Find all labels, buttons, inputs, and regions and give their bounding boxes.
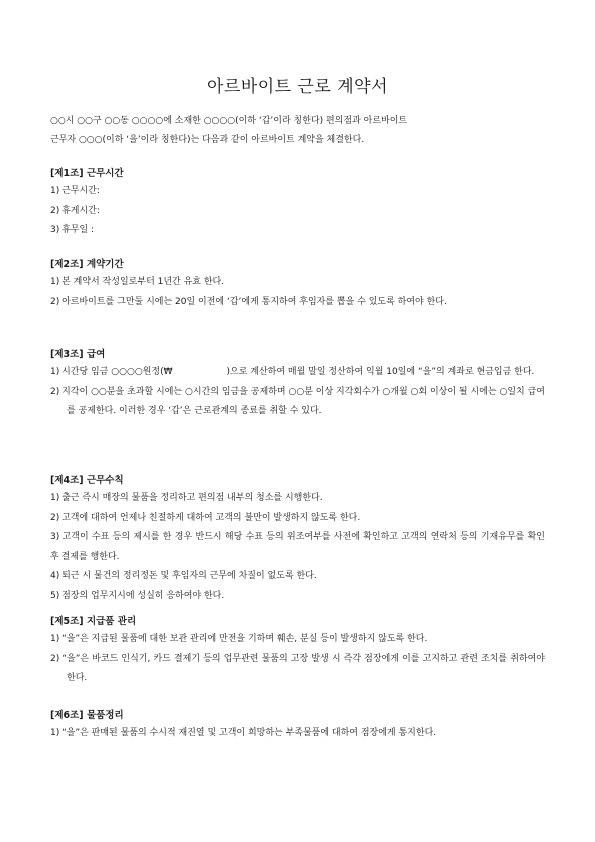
intro-paragraph <box>50 112 545 150</box>
intro-line: ○○시 ○○구 ○○동 ○○○○에 소재한 ○○○○(이하 ‘갑’이라 칭한다) 편의점과 아르바이트 <box>50 116 408 126</box>
article-heading: [제2조] 계약기간 <box>50 259 124 270</box>
article-item: 1) “을”은 판매된 물품의 수시적 재진열 및 고객이 희망하는 부족물품에 대하여 점장에게 통지한다. <box>50 728 437 738</box>
article-item: 2) 아르바이트를 그만둘 시에는 20일 이전에 ‘갑’에게 통지하여 후임자를 뽑을 수 있도록 하여야 한다. <box>50 296 447 307</box>
article-item: 1) 시간당 임금 ○○○○원정(₩ )으로 계산하여 매월 말일 정산하여 익월 10일에 “을”의 계좌로 현금입금 한다. <box>50 367 535 377</box>
article-item: 1) 본 계약서 작성일로부터 1년간 유효 한다. <box>50 277 225 287</box>
article-3-wages <box>50 346 545 422</box>
article-item: 2) 고객에 대하여 언제나 친절하게 대하여 고객의 불만이 발생하지 않도록 한다. <box>50 512 361 523</box>
article-heading: [제6조] 물품정리 <box>50 710 124 721</box>
article-item: 1) 출근 즉시 매장의 물품을 정리하고 편의점 내부의 청소를 시행한다. <box>50 493 323 503</box>
article-4-work-rules <box>50 472 545 606</box>
article-item: 3) 휴무일 : <box>50 225 95 235</box>
article-item: 1) 근무시간: <box>50 186 100 196</box>
article-item: 1) “을”은 지급된 물품에 대한 보관 관리에 만전을 기하며 훼손, 분실 등이 발생하지 않도록 한다. <box>50 634 428 644</box>
article-1-work-hours <box>50 165 545 241</box>
article-item: 5) 점장의 업무지시에 성실히 응하여야 한다. <box>50 590 225 601</box>
article-5-supply-management <box>50 613 545 689</box>
article-heading: [제1조] 근무시간 <box>50 168 124 179</box>
article-item: 2) 지각이 ○○분을 초과할 시에는 ○시간의 임금을 공제하며 ○○분 이상 지각회수가 ○개월 ○회 이상이 될 시에는 ○일치 급여를 공제한다. 이러한 경우 ‘갑’은 근로관계의 종료를 취할 수 있다. <box>50 386 545 416</box>
article-2-contract-period <box>50 256 545 312</box>
article-6-stock-arrangement <box>50 707 545 744</box>
article-item: 2) 휴게시간: <box>50 205 100 216</box>
article-heading: [제4조] 근무수칙 <box>50 475 124 486</box>
article-heading: [제5조] 지급품 관리 <box>50 616 137 627</box>
article-heading: [제3조] 급여 <box>50 349 106 360</box>
article-item: 4) 퇴근 시 물건의 정리정돈 및 후임자의 근무에 차질이 없도록 한다. <box>50 571 317 581</box>
document-title: 아르바이트 근로 계약서 <box>206 77 389 97</box>
article-item: 3) 고객이 수표 등의 제시를 한 경우 반드시 해당 수표 등의 위조여부를 사전에 확인하고 고객의 연락처 등의 기재유무를 확인 후 결제를 행한다. <box>50 532 545 562</box>
article-item: 2) “을”은 바코드 인식기, 카드 결제기 등의 업무관련 물품의 고장 발생 시 즉각 점장에게 이를 고지하고 관련 조치를 취하여야 한다. <box>50 653 545 683</box>
intro-line: 근무자 ○○○(이하 ‘을’이라 칭한다)는 다음과 같이 아르바이트 계약을 체결한다. <box>50 135 365 145</box>
